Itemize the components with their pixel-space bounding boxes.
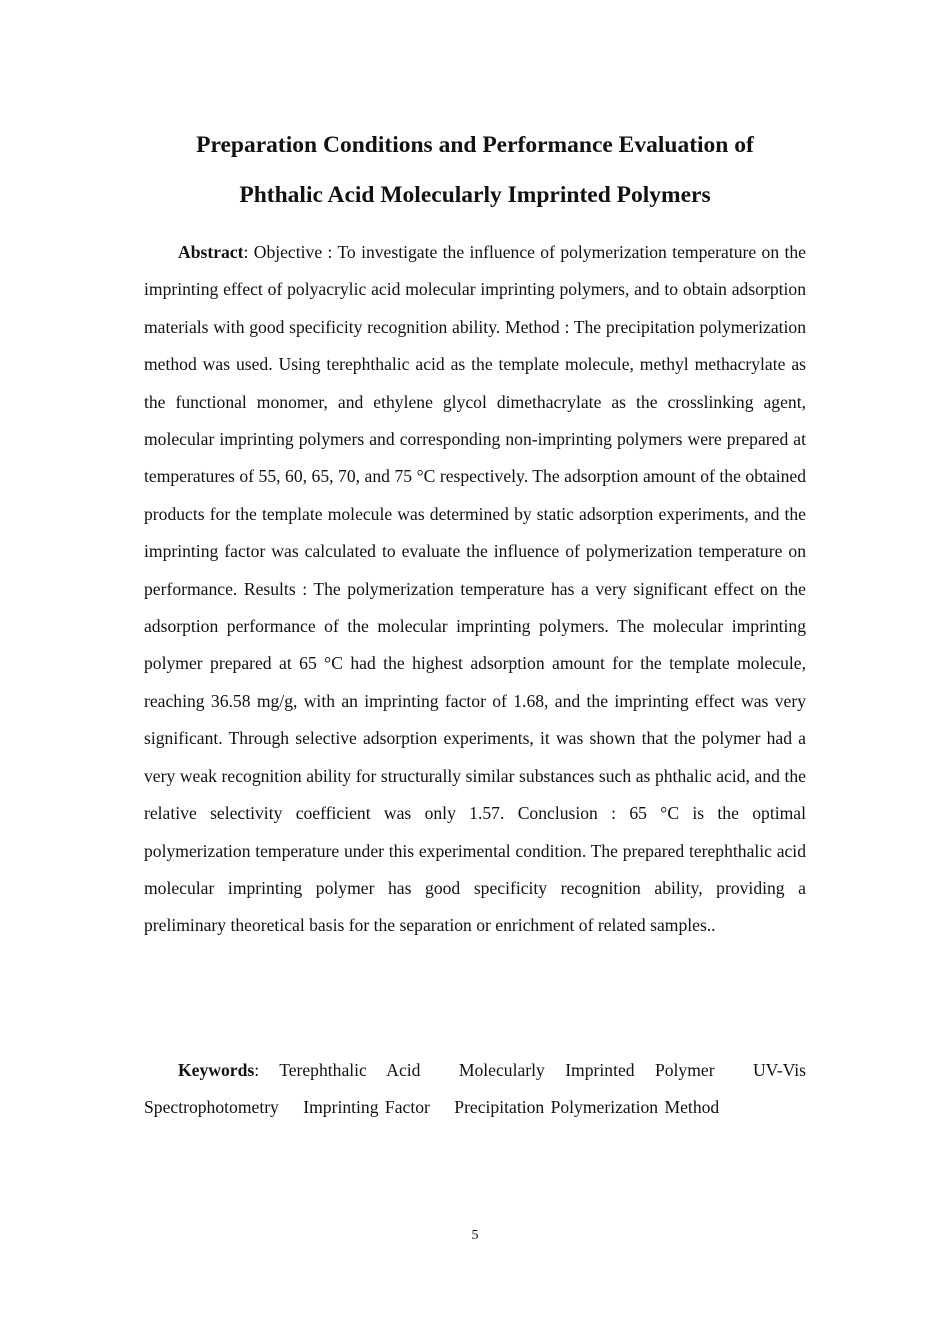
keyword-item: Molecularly Imprinted Polymer <box>458 1060 715 1080</box>
keyword-item: Precipitation Polymerization Method <box>454 1097 720 1118</box>
abstract-text: Objective : To investigate the influence of polymerization temperature on the imprinting effect of polyacrylic acid molecular imprinting polymers, and to obtain adsorption materials with good specificity recognition ability. Method : The precipitation polymerization method was used. Using terephthalic acid as the template molecule, methyl methacrylate as the functional monomer, and ethylene glycol dimethacrylate as the crosslinking agent, molecular imprinting polymers and corresponding non-imprinting polymers were prepared at temperatures of 55, 60, 65, 70, and 75 °C respectively. The adsorption amount of the obtained products for the template molecule was determined by static adsorption experiments, and the imprinting factor was calculated to evaluate the influence of polymerization temperature on performance. Results : The polymerization temperature has a very significant effect on the adsorption performance of the molecular imprinting polymers. The molecular imprinting polymer prepared at 65 °C had the highest adsorption amount for the template molecule, reaching 36.58 mg/g, with an imprinting factor of 1.68, and the imprinting effect was very significant. Through selective adsorption experiments, it was shown that the polymer had a very weak recognition ability for structurally similar substances such as phthalic acid, and the relative selectivity coefficient was only 1.57. Conclusion : 65 °C is the optimal polymerization temperature under this experimental condition. The prepared terephthalic acid molecular imprinting polymer has good specificity recognition ability, providing a preliminary theoretical basis for the separation or enrichment of related samples.. <box>144 242 806 936</box>
keywords-separator: : <box>254 1060 280 1080</box>
keywords-label: Keywords <box>178 1060 255 1080</box>
keyword-item: UV-Vis Spectrophotometry <box>144 1060 806 1118</box>
abstract-label: Abstract <box>178 242 244 262</box>
paper-title <box>144 120 806 220</box>
abstract-separator: : <box>243 242 254 262</box>
abstract-paragraph <box>144 234 806 945</box>
page-number: 5 <box>471 1228 479 1243</box>
keyword-item: Terephthalic Acid <box>279 1060 421 1080</box>
title-line-2: Phthalic Acid Molecularly Imprinted Polymers <box>239 182 711 208</box>
keywords-paragraph <box>144 1052 806 1127</box>
keyword-item: Imprinting Factor <box>303 1097 430 1118</box>
title-line-1: Preparation Conditions and Performance Evaluation of <box>196 132 754 158</box>
